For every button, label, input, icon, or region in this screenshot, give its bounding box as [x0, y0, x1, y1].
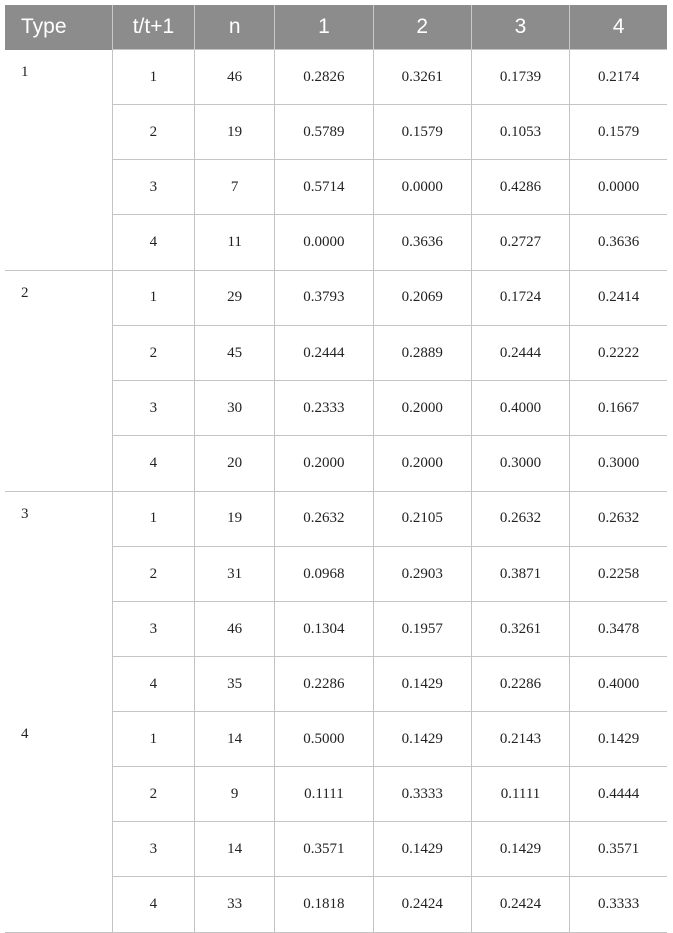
type-cell: [5, 657, 112, 712]
value-cell-4: 0.1667: [570, 381, 667, 436]
value-cell-4: 0.2174: [570, 50, 667, 105]
value-cell-4: 0.0000: [570, 160, 667, 215]
value-cell-3: 0.2143: [471, 712, 569, 767]
n-cell: 19: [195, 105, 275, 160]
header-state-4: 4: [570, 5, 667, 50]
header-state-3: 3: [471, 5, 569, 50]
value-cell-3: 0.3871: [471, 547, 569, 602]
table-row: [5, 160, 667, 215]
table-row: [5, 215, 667, 271]
type-cell: [5, 436, 112, 492]
value-cell-1: 0.2333: [275, 381, 373, 436]
table-row: [5, 657, 667, 712]
table-row: [5, 270, 667, 326]
type-cell: [5, 822, 112, 877]
value-cell-4: 0.3000: [570, 436, 667, 492]
value-cell-2: 0.2903: [373, 547, 471, 602]
value-cell-2: 0.1957: [373, 602, 471, 657]
value-cell-1: 0.0968: [275, 547, 373, 602]
type-cell: [5, 160, 112, 215]
value-cell-3: 0.1739: [471, 50, 569, 105]
header-state-2: 2: [373, 5, 471, 50]
table-body: [5, 50, 667, 933]
value-cell-1: 0.2632: [275, 491, 373, 547]
header-state-1: 1: [275, 5, 373, 50]
value-cell-2: 0.2889: [373, 326, 471, 381]
value-cell-1: 0.1818: [275, 877, 373, 933]
table-header-row: [5, 5, 667, 50]
t-cell: 2: [112, 547, 194, 602]
header-n: n: [195, 5, 275, 50]
t-cell: 1: [112, 712, 194, 767]
value-cell-3: 0.2424: [471, 877, 569, 933]
value-cell-4: 0.3636: [570, 215, 667, 271]
table-row: [5, 105, 667, 160]
n-cell: 20: [195, 436, 275, 492]
value-cell-1: 0.0000: [275, 215, 373, 271]
value-cell-2: 0.3261: [373, 50, 471, 105]
value-cell-2: 0.1429: [373, 822, 471, 877]
value-cell-3: 0.2727: [471, 215, 569, 271]
value-cell-2: 0.2000: [373, 381, 471, 436]
value-cell-3: 0.3000: [471, 436, 569, 492]
value-cell-2: 0.1429: [373, 657, 471, 712]
type-cell: [5, 215, 112, 271]
table-row: [5, 822, 667, 877]
t-cell: 1: [112, 491, 194, 547]
value-cell-3: 0.2286: [471, 657, 569, 712]
table-row: [5, 326, 667, 381]
value-cell-1: 0.3571: [275, 822, 373, 877]
value-cell-4: 0.2222: [570, 326, 667, 381]
type-cell: 3: [5, 491, 112, 547]
type-cell: 2: [5, 270, 112, 326]
value-cell-3: 0.1111: [471, 767, 569, 822]
table-row: [5, 50, 667, 105]
n-cell: 19: [195, 491, 275, 547]
n-cell: 33: [195, 877, 275, 933]
n-cell: 31: [195, 547, 275, 602]
type-cell: [5, 767, 112, 822]
table-row: [5, 547, 667, 602]
n-cell: 46: [195, 602, 275, 657]
value-cell-1: 0.1111: [275, 767, 373, 822]
n-cell: 11: [195, 215, 275, 271]
type-cell: [5, 877, 112, 933]
value-cell-2: 0.3333: [373, 767, 471, 822]
table-row: [5, 602, 667, 657]
value-cell-1: 0.3793: [275, 270, 373, 326]
n-cell: 30: [195, 381, 275, 436]
value-cell-1: 0.2826: [275, 50, 373, 105]
value-cell-2: 0.1429: [373, 712, 471, 767]
value-cell-3: 0.1724: [471, 270, 569, 326]
t-cell: 4: [112, 215, 194, 271]
table-row: [5, 436, 667, 492]
value-cell-2: 0.2069: [373, 270, 471, 326]
value-cell-1: 0.5000: [275, 712, 373, 767]
t-cell: 3: [112, 602, 194, 657]
value-cell-3: 0.2632: [471, 491, 569, 547]
n-cell: 35: [195, 657, 275, 712]
value-cell-4: 0.4000: [570, 657, 667, 712]
value-cell-3: 0.3261: [471, 602, 569, 657]
table-row: [5, 712, 667, 767]
type-cell: [5, 105, 112, 160]
n-cell: 7: [195, 160, 275, 215]
table-row: [5, 877, 667, 933]
t-cell: 4: [112, 436, 194, 492]
value-cell-2: 0.0000: [373, 160, 471, 215]
t-cell: 4: [112, 877, 194, 933]
value-cell-4: 0.1579: [570, 105, 667, 160]
n-cell: 46: [195, 50, 275, 105]
value-cell-4: 0.2632: [570, 491, 667, 547]
value-cell-4: 0.4444: [570, 767, 667, 822]
value-cell-3: 0.1053: [471, 105, 569, 160]
type-cell: [5, 602, 112, 657]
n-cell: 29: [195, 270, 275, 326]
value-cell-1: 0.2286: [275, 657, 373, 712]
table-row: [5, 767, 667, 822]
value-cell-2: 0.2000: [373, 436, 471, 492]
t-cell: 2: [112, 326, 194, 381]
t-cell: 3: [112, 381, 194, 436]
transition-table: [5, 5, 667, 933]
value-cell-4: 0.3571: [570, 822, 667, 877]
value-cell-3: 0.4000: [471, 381, 569, 436]
value-cell-1: 0.1304: [275, 602, 373, 657]
n-cell: 14: [195, 822, 275, 877]
table-row: [5, 491, 667, 547]
header-t-t1: t/t+1: [112, 5, 194, 50]
value-cell-4: 0.2258: [570, 547, 667, 602]
t-cell: 2: [112, 105, 194, 160]
t-cell: 2: [112, 767, 194, 822]
value-cell-1: 0.2000: [275, 436, 373, 492]
type-cell: [5, 547, 112, 602]
t-cell: 1: [112, 50, 194, 105]
t-cell: 1: [112, 270, 194, 326]
type-cell: 1: [5, 50, 112, 105]
value-cell-4: 0.2414: [570, 270, 667, 326]
value-cell-3: 0.2444: [471, 326, 569, 381]
value-cell-1: 0.5714: [275, 160, 373, 215]
value-cell-2: 0.2105: [373, 491, 471, 547]
value-cell-3: 0.1429: [471, 822, 569, 877]
type-cell: 4: [5, 712, 112, 767]
n-cell: 45: [195, 326, 275, 381]
value-cell-1: 0.5789: [275, 105, 373, 160]
header-type: Type: [5, 5, 112, 50]
n-cell: 14: [195, 712, 275, 767]
transition-table-container: [5, 5, 667, 933]
value-cell-3: 0.4286: [471, 160, 569, 215]
t-cell: 3: [112, 822, 194, 877]
t-cell: 4: [112, 657, 194, 712]
table-row: [5, 381, 667, 436]
value-cell-1: 0.2444: [275, 326, 373, 381]
value-cell-2: 0.3636: [373, 215, 471, 271]
value-cell-4: 0.3478: [570, 602, 667, 657]
value-cell-2: 0.1579: [373, 105, 471, 160]
value-cell-4: 0.1429: [570, 712, 667, 767]
t-cell: 3: [112, 160, 194, 215]
value-cell-2: 0.2424: [373, 877, 471, 933]
type-cell: [5, 381, 112, 436]
value-cell-4: 0.3333: [570, 877, 667, 933]
n-cell: 9: [195, 767, 275, 822]
type-cell: [5, 326, 112, 381]
